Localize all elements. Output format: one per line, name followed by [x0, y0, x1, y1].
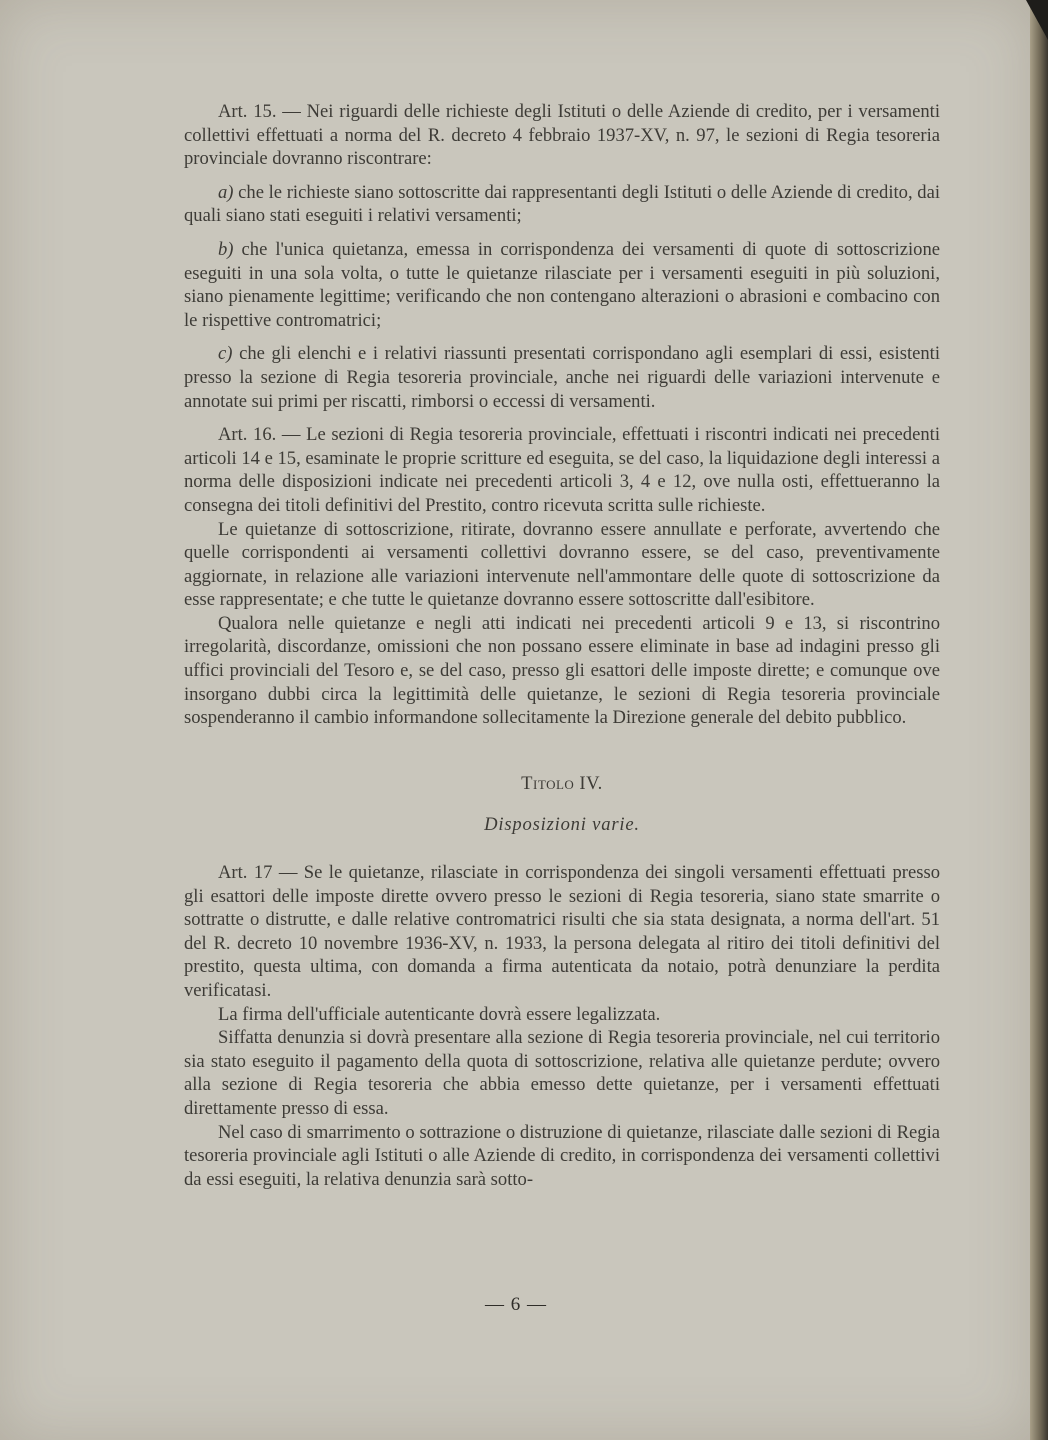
article-16-paragraph-2: Le quietanze di sottoscrizione, ritirate, dovranno essere annullate e perforate, avvertendo che quelle corrispondenti ai versamenti collettivi dovranno essere, se del caso, preventivamente aggiornate, in relazione alle variazioni intervenute nell'ammontare delle quote di sottoscrizione da esse rappresentate; e che tutte le quietanze dovranno essere sottoscritte dall'esibitore.	[184, 518, 940, 611]
article-16-paragraph-3: Qualora nelle quietanze e negli atti indicati nei precedenti articoli 9 e 13, si riscontrino irregolarità, discordanze, omissioni che non possano essere eliminate in base ad indagini presso gli uffici provinciali del Tesoro e, se del caso, presso gli esattori delle imposte dirette; e comunque ove insorgano dubbi circa la legittimità delle quietanze, le sezioni di Regia tesoreria provinciale sospenderanno il cambio informandone sollecitamente la Direzione generale del debito pubblico.	[184, 612, 940, 729]
article-15-item-c	[184, 342, 940, 413]
article-17: Art. 17 — Se le quietanze, rilasciate in corrispondenza dei singoli versamenti effettuati presso gli esattori delle imposte dirette ovvero presso le sezioni di Regia tesoreria, siano state smarrite o sottratte o distrutte, e dalle relative contromatrici risulti che sia stata designata, a norma dell'art. 51 del R. decreto 10 novembre 1936-XV, n. 1933, la persona delegata al ritiro dei titoli definitivi del prestito, questa ultima, con domanda a firma autenticata da notaio, potrà denunziare la perdita verificatasi.	[184, 862, 940, 1001]
item-a-label: a)	[218, 181, 234, 203]
item-c-label: c)	[218, 343, 233, 365]
item-b-text: che l'unica quietanza, emessa in corrispondenza dei versamenti di quote di sottoscrizione eseguiti in una sola volta, o tutte le quietanze rilasciate per i versamenti eseguiti in più soluzioni, siano pienamente legittime; verificando che non contengano alterazioni o abrasioni e combacino con le rispettive contromatrici;	[184, 238, 940, 331]
page-edge	[1030, 0, 1048, 1440]
item-c-text: che gli elenchi e i relativi riassunti presentati corrispondano agli esemplari di essi, esistenti presso la sezione di Regia tesoreria provinciale, anche nei riguardi delle variazioni intervenute e annotate sui primi per riscatti, rimborsi o eccessi di versamenti.	[184, 343, 940, 412]
article-15-item-b	[184, 238, 940, 332]
article-15-item-a	[184, 181, 940, 228]
page-number: — 6 —	[485, 1294, 547, 1315]
section-subtitle: Disposizioni varie.	[484, 814, 640, 836]
page-corner	[1026, 0, 1048, 40]
item-a-text: che le richieste siano sottoscritte dai rappresentanti degli Istituti o delle Aziende di credito, dai quali siano stati eseguiti i relativi versamenti;	[184, 181, 941, 227]
article-16: Art. 16. — Le sezioni di Regia tesoreria provinciale, effettuati i riscontri indicati nei precedenti articoli 14 e 15, esaminate le proprie scritture ed eseguita, se del caso, la liquidazione degli interessi a norma delle disposizioni indicate nei precedenti articoli 3, 4 e 12, ove nulla osti, effettueranno la consegna dei titoli definitivi del Prestito, contro ricevuta scritta sulle richieste.	[184, 424, 940, 516]
article-17-paragraph-2: La firma dell'ufficiale autenticante dovrà essere legalizzata.	[218, 1003, 661, 1025]
section-title: Titolo IV.	[521, 772, 603, 794]
item-b-label: b)	[218, 238, 234, 260]
article-17-paragraph-4: Nel caso di smarrimento o sottrazione o distruzione di quietanze, rilasciate dalle sezioni di Regia tesoreria provinciale agli Istituti o alle Aziende di credito, in corrispondenza dei versamenti collettivi da essi eseguiti, la relativa denunzia sarà sotto-	[184, 1121, 940, 1190]
article-17-paragraph-3: Siffatta denunzia si dovrà presentare alla sezione di Regia tesoreria provinciale, nel cui territorio sia stato eseguito il pagamento della quota di sottoscrizione, relativa alle quietanze perdute; ovvero alla sezione di Regia tesoreria che abbia emesso dette quietanze, per i versamenti effettuati direttamente presso di essa.	[184, 1027, 940, 1119]
article-15-intro: Art. 15. — Nei riguardi delle richieste degli Istituti o delle Aziende di credito, per i versamenti collettivi effettuati a norma del R. decreto 4 febbraio 1937-XV, n. 97, le sezioni di Regia tesoreria provinciale dovranno riscontrare:	[184, 101, 940, 170]
page-body	[184, 100, 940, 1191]
